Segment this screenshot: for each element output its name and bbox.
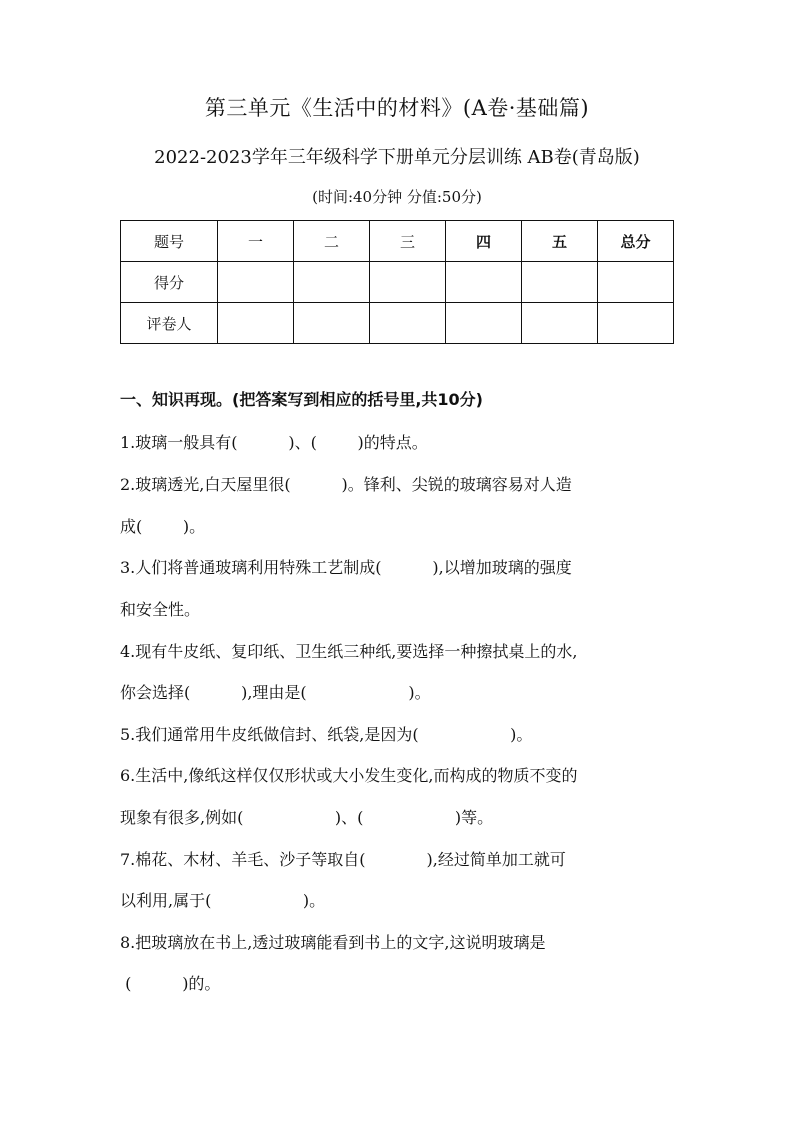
question-line: 现象有很多,例如( )、( )等。 bbox=[120, 808, 494, 827]
score-table-header-row bbox=[121, 221, 674, 262]
question-line: 2.玻璃透光,白天屋里很( )。锋利、尖锐的玻璃容易对人造 bbox=[120, 475, 572, 494]
section-one-heading: 一、知识再现。(把答案写到相应的括号里,共10分) bbox=[120, 390, 483, 409]
row-label-grader: 评卷人 bbox=[121, 303, 218, 344]
grader-cell[interactable] bbox=[598, 303, 674, 344]
question-line: 你会选择( ),理由是( )。 bbox=[120, 683, 431, 702]
header-cell-5: 五 bbox=[522, 221, 598, 262]
question-line: 3.人们将普通玻璃利用特殊工艺制成( ),以增加玻璃的强度 bbox=[120, 558, 572, 577]
grader-cell[interactable] bbox=[370, 303, 446, 344]
question-line: 1.玻璃一般具有( )、( )的特点。 bbox=[120, 433, 428, 452]
score-cell[interactable] bbox=[294, 262, 370, 303]
question-line: 和安全性。 bbox=[120, 600, 201, 619]
header-cell-3: 三 bbox=[370, 221, 446, 262]
question-line: 8.把玻璃放在书上,透过玻璃能看到书上的文字,这说明玻璃是 bbox=[120, 933, 546, 952]
page-subtitle: 2022-2023学年三年级科学下册单元分层训练 AB卷(青岛版) bbox=[154, 147, 640, 168]
score-cell[interactable] bbox=[598, 262, 674, 303]
page-title: 第三单元《生活中的材料》(A卷·基础篇) bbox=[204, 96, 590, 120]
grader-cell[interactable] bbox=[446, 303, 522, 344]
header-cell-1: 一 bbox=[218, 221, 294, 262]
question-line: 4.现有牛皮纸、复印纸、卫生纸三种纸,要选择一种擦拭桌上的水, bbox=[120, 642, 578, 661]
question-line: 7.棉花、木材、羊毛、沙子等取自( ),经过简单加工就可 bbox=[120, 850, 566, 869]
header-cell-total: 总分 bbox=[598, 221, 674, 262]
time-score-info: (时间:40分钟 分值:50分) bbox=[312, 188, 482, 206]
question-line: 6.生活中,像纸这样仅仅形状或大小发生变化,而构成的物质不变的 bbox=[120, 766, 578, 785]
question-line: 成( )。 bbox=[120, 517, 206, 536]
grader-row bbox=[121, 303, 674, 344]
question-line: ( )的。 bbox=[120, 974, 221, 993]
score-cell[interactable] bbox=[446, 262, 522, 303]
grader-cell[interactable] bbox=[294, 303, 370, 344]
header-cell-question-number: 题号 bbox=[121, 221, 218, 262]
question-line: 以利用,属于( )。 bbox=[120, 891, 326, 910]
question-line: 5.我们通常用牛皮纸做信封、纸袋,是因为( )。 bbox=[120, 725, 533, 744]
score-cell[interactable] bbox=[218, 262, 294, 303]
row-label-score: 得分 bbox=[121, 262, 218, 303]
score-cell[interactable] bbox=[522, 262, 598, 303]
score-row bbox=[121, 262, 674, 303]
grader-cell[interactable] bbox=[218, 303, 294, 344]
score-table bbox=[120, 220, 674, 344]
score-cell[interactable] bbox=[370, 262, 446, 303]
header-cell-4: 四 bbox=[446, 221, 522, 262]
header-cell-2: 二 bbox=[294, 221, 370, 262]
grader-cell[interactable] bbox=[522, 303, 598, 344]
